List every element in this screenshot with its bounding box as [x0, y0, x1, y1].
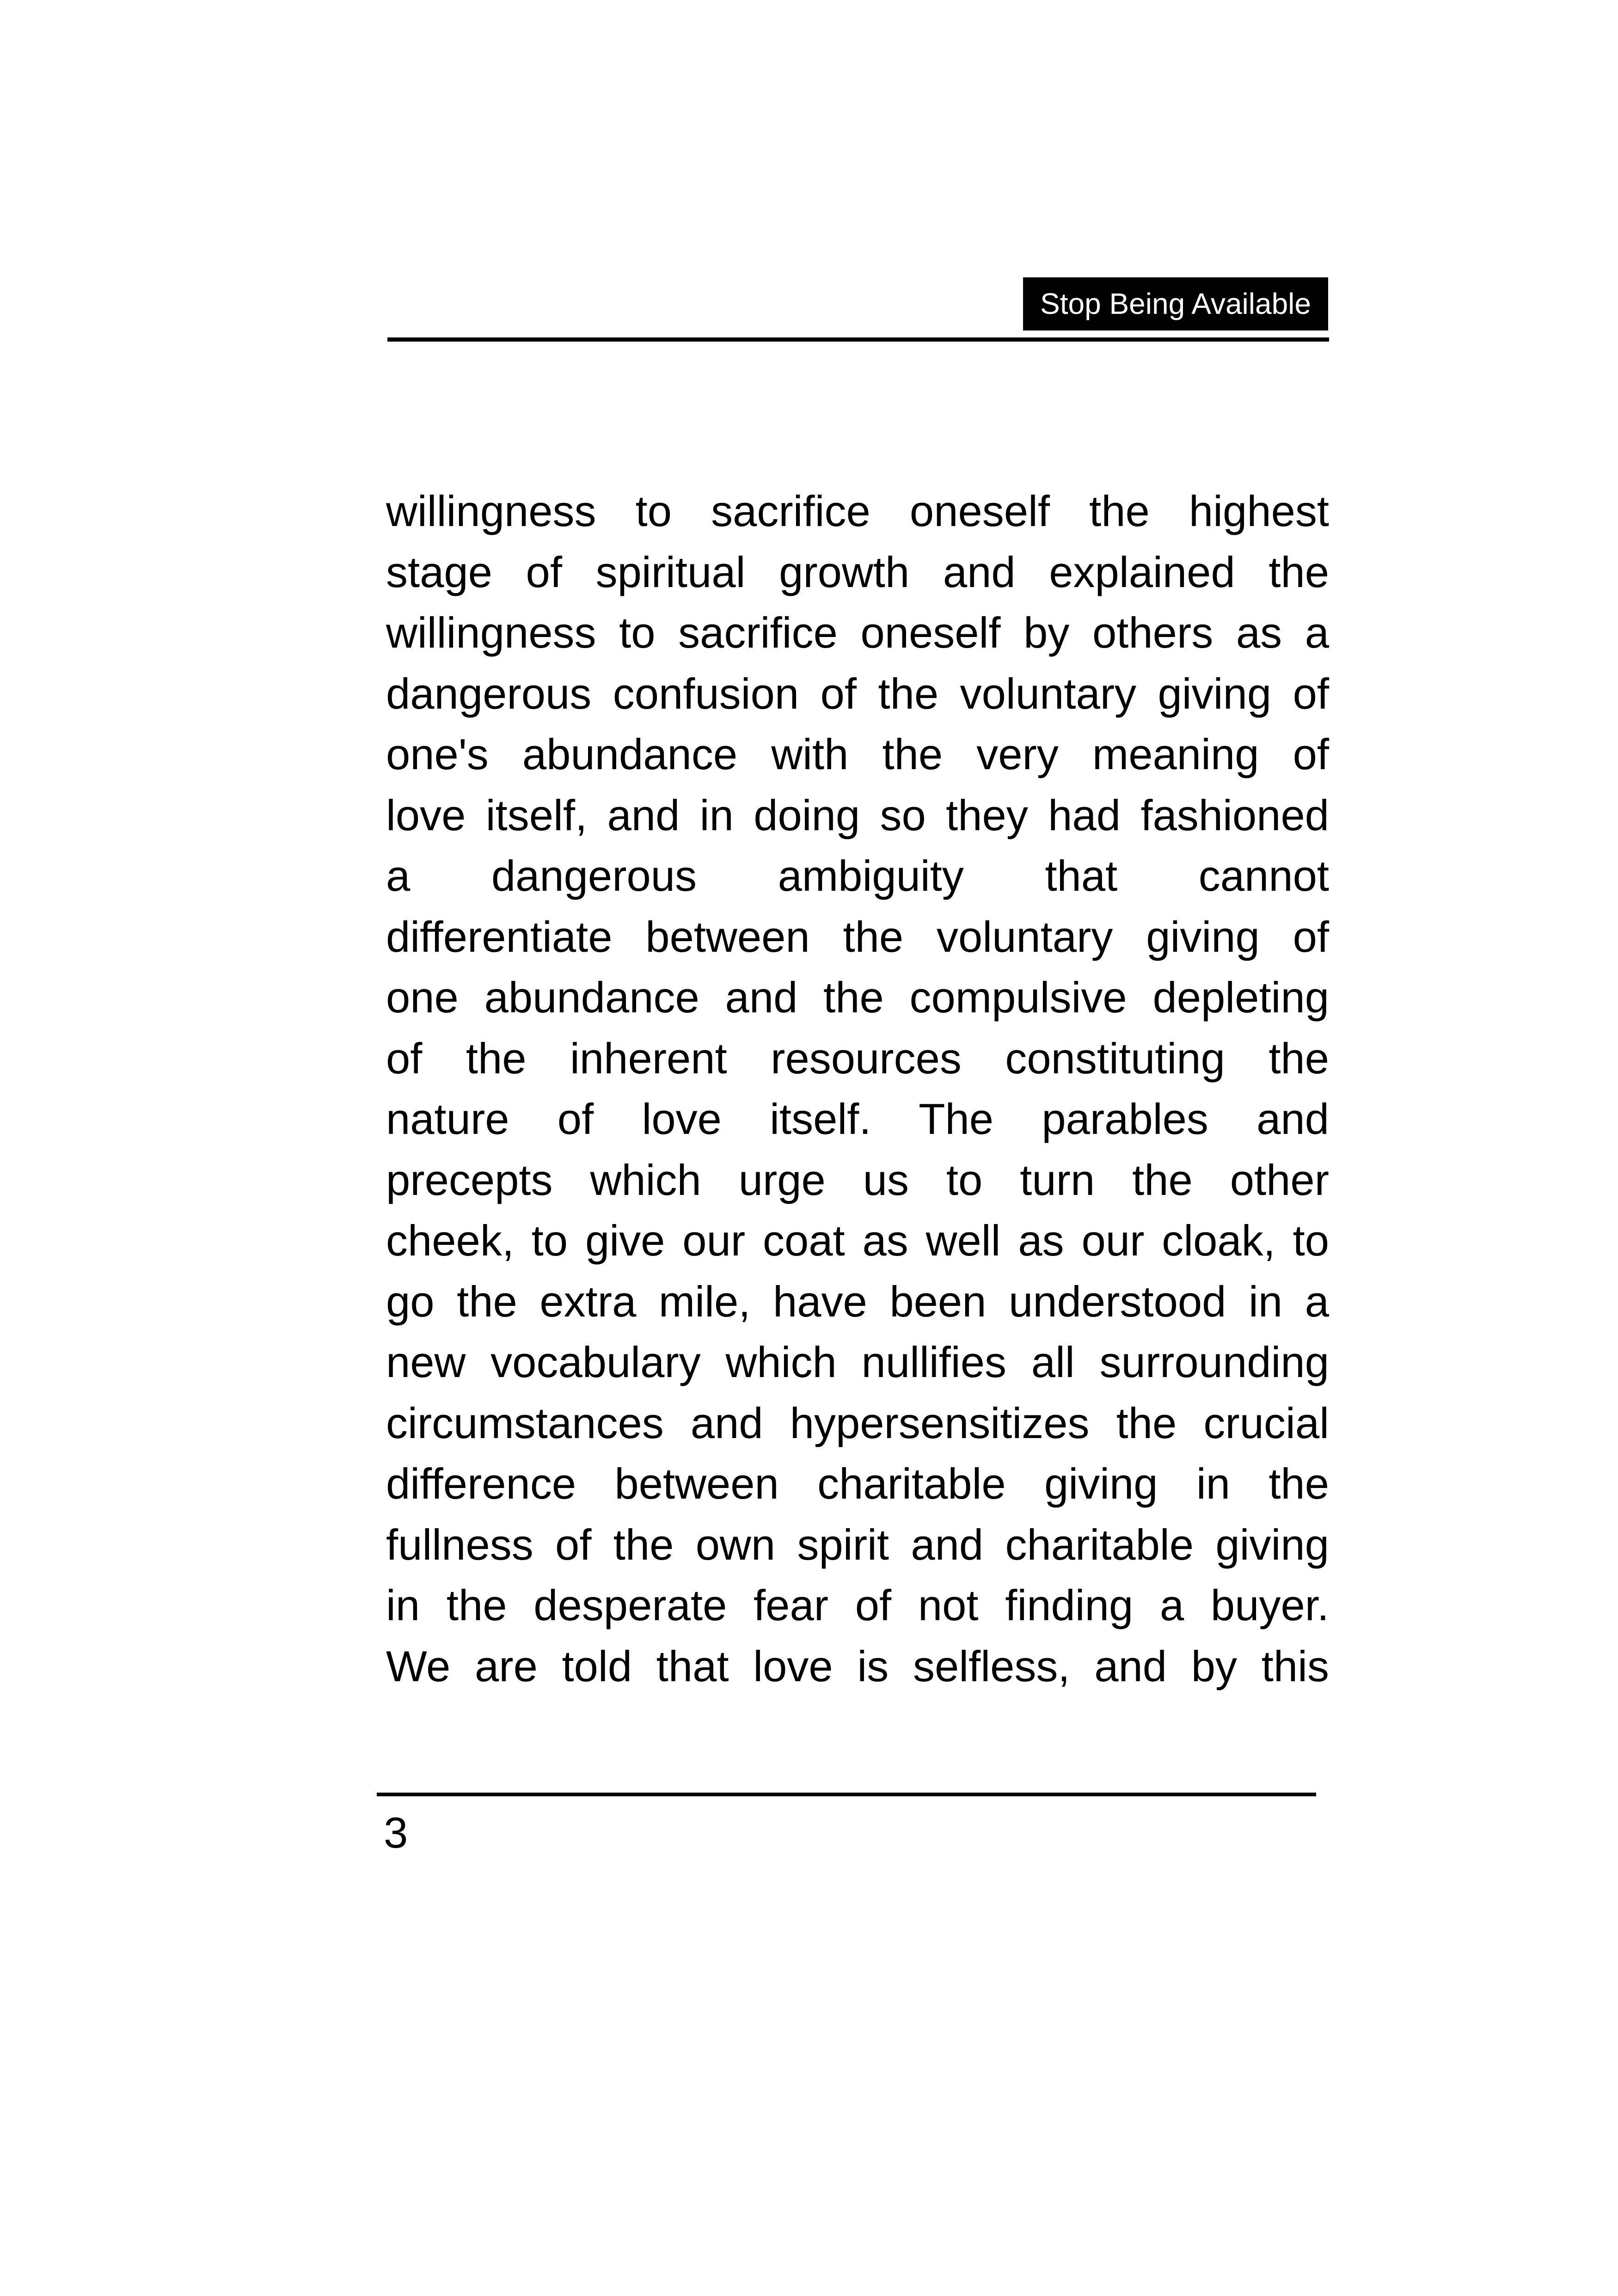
body-line: of the inherent resources constituting the: [386, 1034, 1329, 1083]
body-line: one abundance and the compulsive depleting: [386, 973, 1329, 1022]
body-text: [386, 481, 1329, 1696]
body-line: dangerous confusion of the voluntary giving of: [386, 669, 1329, 718]
header-rule: [387, 337, 1329, 342]
body-line: fullness of the own spirit and charitable giving: [386, 1520, 1329, 1569]
body-line: difference between charitable giving in the: [386, 1459, 1329, 1508]
body-line: precepts which urge us to turn the other: [386, 1155, 1329, 1204]
body-line: willingness to sacrifice oneself by others as a: [386, 608, 1329, 657]
body-line: differentiate between the voluntary giving of: [386, 912, 1329, 961]
running-header-title: Stop Being Available: [1023, 277, 1328, 331]
body-line: We are told that love is selfless, and by this: [386, 1641, 1329, 1690]
page-number: 3: [384, 1808, 408, 1857]
body-line: in the desperate fear of not finding a buyer.: [386, 1581, 1329, 1629]
body-line: willingness to sacrifice oneself the highest: [386, 487, 1329, 535]
body-line: nature of love itself. The parables and: [386, 1095, 1329, 1143]
body-line: love itself, and in doing so they had fashioned: [386, 790, 1329, 839]
body-line: cheek, to give our coat as well as our cloak, to: [386, 1216, 1329, 1265]
body-line: one's abundance with the very meaning of: [386, 730, 1329, 778]
body-line: circumstances and hypersensitizes the crucial: [386, 1398, 1329, 1447]
body-line: new vocabulary which nullifies all surrounding: [386, 1338, 1329, 1386]
footer-rule: [377, 1793, 1316, 1796]
body-line: a dangerous ambiguity that cannot: [386, 851, 1329, 900]
body-line: go the extra mile, have been understood in a: [386, 1277, 1329, 1326]
body-line: stage of spiritual growth and explained the: [386, 547, 1329, 596]
